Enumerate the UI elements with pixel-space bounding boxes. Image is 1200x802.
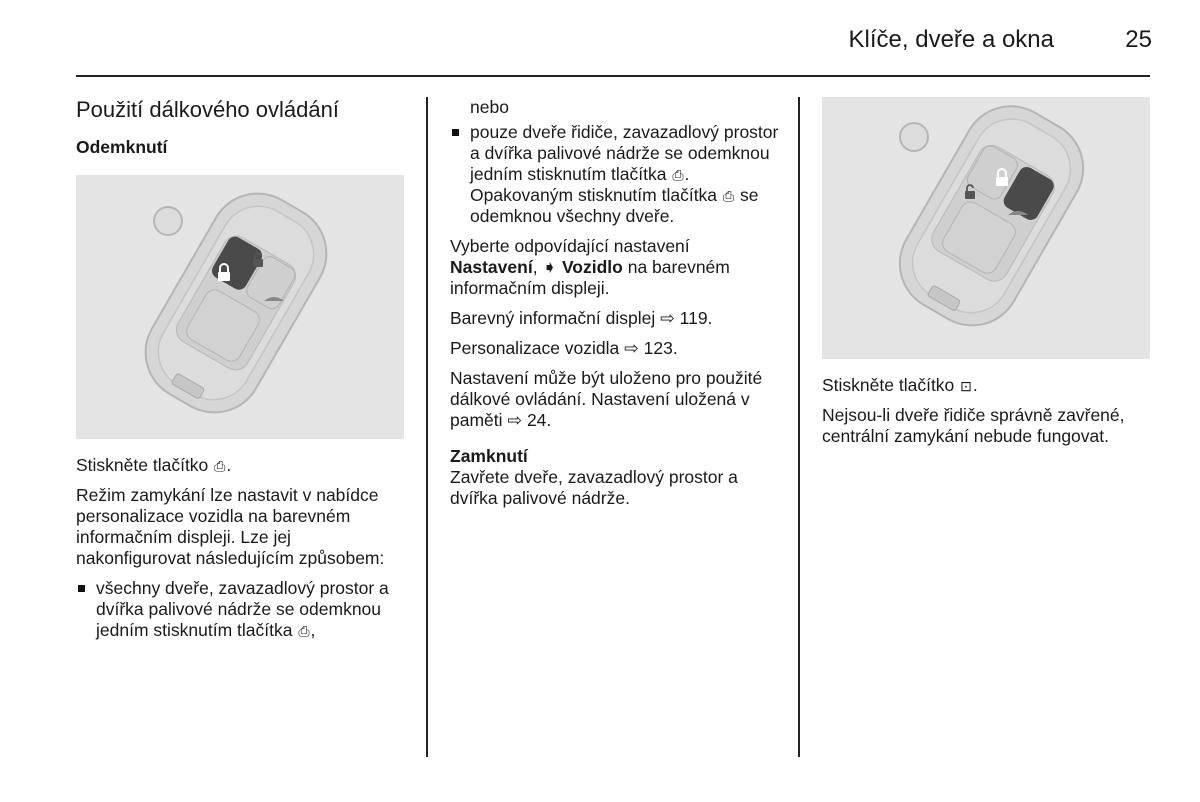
page-number: 25 bbox=[1125, 26, 1152, 53]
display-reference bbox=[450, 308, 782, 329]
nebo-text: nebo bbox=[470, 97, 509, 117]
menu-vozidlo: Vozidlo bbox=[561, 257, 623, 277]
unlock-icon: ⎙ bbox=[298, 623, 310, 639]
lock-mode-paragraph: Režim zamykání lze nastavit v nabídce personalizace vozidla na barevném informačním displeji. Lze jej nakonfigurovat následujícím způsobem: bbox=[76, 485, 385, 568]
personalization-reference bbox=[450, 338, 782, 359]
driver-door-warning: Nejsou-li dveře řidiče správně zavřené, centrální zamykání nebude fungovat. bbox=[822, 405, 1125, 446]
column-divider-1 bbox=[426, 97, 428, 757]
column-1 bbox=[76, 97, 410, 650]
display-ref-text: Barevný informační displej bbox=[450, 308, 661, 328]
saved-text: Nastavení může být uloženo pro použité dálkové ovládání. Nastavení uložená v paměti bbox=[450, 368, 763, 430]
lock-paragraph: Zavřete dveře, zavazadlový prostor a dvířka palivové nádrže. bbox=[450, 467, 738, 508]
personal-ref-page[interactable]: 123. bbox=[643, 338, 678, 358]
column-3 bbox=[822, 97, 1150, 456]
key-fob-illustration bbox=[76, 175, 404, 439]
page-header-title: Klíče, dveře a okna bbox=[848, 26, 1054, 53]
saved-setting-paragraph bbox=[450, 368, 782, 431]
bullet-driver-text-a: pouze dveře řidiče, zavazadlový prostor a dvířka palivové nádrže se odemknou jedním stisknutím tlačítka bbox=[470, 122, 779, 184]
menu-nastaveni: Nastavení bbox=[450, 257, 533, 277]
bullet-square-icon bbox=[452, 129, 459, 136]
key-fob-illustration bbox=[822, 97, 1150, 359]
arrow-ref-icon: ⇨ bbox=[660, 308, 675, 328]
saved-ref-page[interactable]: 24. bbox=[526, 410, 552, 430]
press-button-text bbox=[76, 455, 410, 476]
subheading-lock: Zamknutí bbox=[450, 446, 528, 466]
arrow-ref-icon: ⇨ bbox=[507, 410, 523, 430]
press-text-before: Stiskněte tlačítko bbox=[76, 455, 214, 475]
arrow-ref-icon: ⇨ bbox=[624, 338, 639, 358]
unlock-icon: ⎙ bbox=[722, 188, 735, 204]
bullet-driver-door bbox=[450, 122, 782, 227]
unlock-icon: ⎙ bbox=[214, 458, 226, 474]
select-text-b: na barevném informačním displeji. bbox=[450, 257, 730, 298]
menu-separator: , ➧ bbox=[532, 257, 562, 277]
unlock-icon: ⎙ bbox=[672, 167, 684, 183]
select-text-a: Vyberte odpovídající nastavení bbox=[450, 236, 690, 256]
bullet-driver-text-b: . Opakovaným stisknutím tlačítka bbox=[470, 164, 722, 205]
press-lock-button-text bbox=[822, 375, 1150, 396]
bullet-all-doors-text: všechny dveře, zavazadlový prostor a dvířka palivové nádrže se odemknou jedním stisknutím tlačítka bbox=[96, 578, 389, 640]
header-rule bbox=[76, 75, 1150, 77]
bullet-all-doors-end: , bbox=[310, 620, 316, 640]
press-text-after: . bbox=[226, 455, 232, 475]
press-lock-before: Stiskněte tlačítko bbox=[822, 375, 960, 395]
select-setting-paragraph bbox=[450, 236, 782, 299]
section-heading: Použití dálkového ovládání bbox=[76, 97, 339, 122]
personal-ref-text: Personalizace vozidla bbox=[450, 338, 625, 358]
column-divider-2 bbox=[798, 97, 800, 757]
key-fob-figure-lock bbox=[822, 97, 1150, 359]
bullet-square-icon bbox=[78, 585, 85, 592]
lock-icon: ⊡ bbox=[960, 378, 972, 394]
key-fob-figure-unlock bbox=[76, 175, 404, 439]
subheading-unlock: Odemknutí bbox=[76, 137, 168, 157]
press-lock-after: . bbox=[972, 375, 978, 395]
bullet-driver-text-c: se odemknou všechny dveře. bbox=[470, 185, 759, 226]
display-ref-page[interactable]: 119. bbox=[679, 308, 713, 328]
column-2 bbox=[450, 97, 782, 518]
bullet-all-doors bbox=[76, 578, 410, 641]
